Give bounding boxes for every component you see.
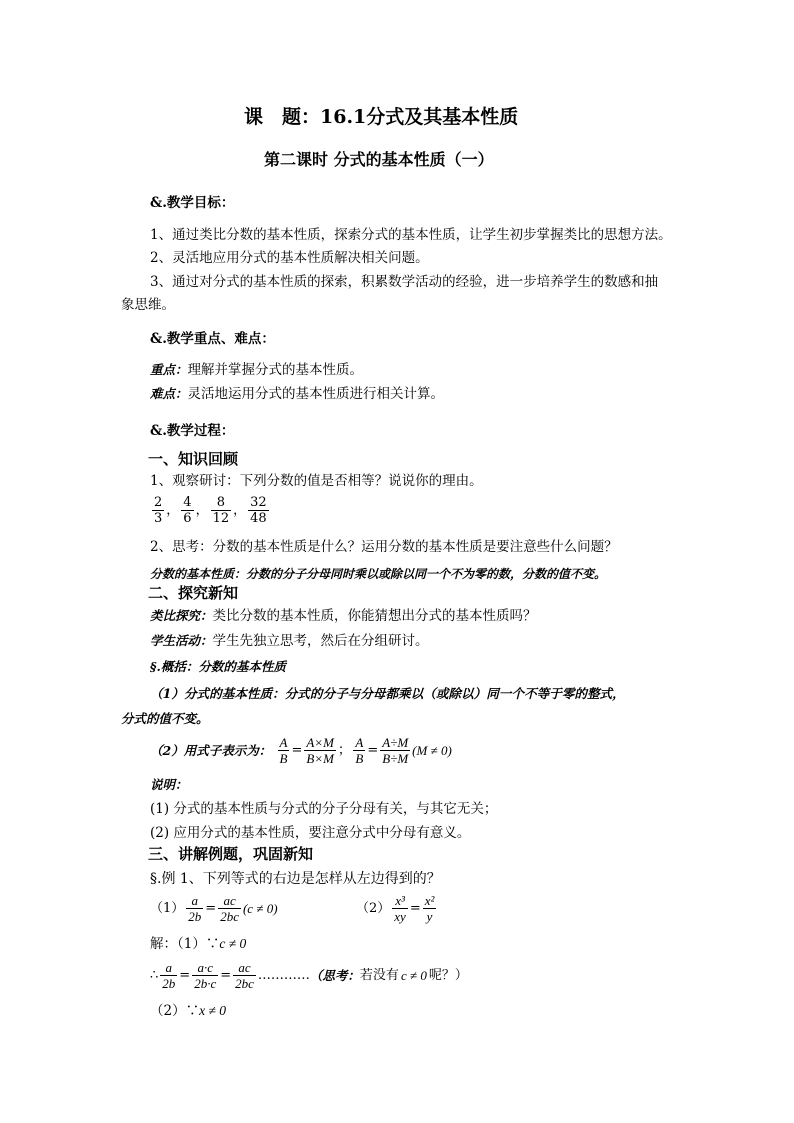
- equals-sign: =: [179, 968, 191, 983]
- difficulty-line: [150, 385, 444, 403]
- think-label: （思考：: [309, 968, 360, 983]
- focus-line: [150, 361, 363, 379]
- item-label: （1）: [150, 901, 185, 916]
- activity-label: 学生活动：: [150, 633, 213, 648]
- goal-item: 2、灵活地应用分式的基本性质解决相关问题。: [150, 250, 429, 266]
- fraction: $\frac{4}{6}$: [183, 495, 192, 526]
- equals-sign: =: [291, 743, 303, 758]
- page-title: 课 题：16.1分式及其基本性质: [244, 106, 519, 128]
- keypoints-heading: &.教学重点、难点：: [150, 331, 275, 347]
- fraction: $\frac{ac}{2bc}$: [235, 960, 254, 991]
- part1-heading: 一、知识回顾: [148, 450, 239, 468]
- goals-heading: &.教学目标：: [150, 195, 235, 211]
- analogy-text: 类比分数的基本性质，你能猜想出分式的基本性质吗？: [212, 608, 537, 624]
- part1-question1: 1、观察研讨：下列分数的值是否相等？说说你的理由。: [150, 473, 483, 489]
- formula-label: （2）用式子表示为：: [150, 743, 272, 758]
- page-subtitle: 第二课时 分式的基本性质（一）: [264, 150, 494, 169]
- activity-text: 学生先独立思考，然后在分组研讨。: [212, 633, 429, 649]
- think-text: 若没有: [359, 968, 399, 983]
- part1-question2: 2、思考：分数的基本性质是什么？运用分数的基本性质是要注意些什么问题？: [150, 539, 618, 555]
- fraction-list: [150, 495, 271, 526]
- formula-fraction: $\frac{A}{B}$: [279, 735, 288, 766]
- solution-label: 解：（1）∵: [150, 936, 220, 952]
- part2-heading: 二、探究新知: [148, 584, 239, 602]
- formula-line: [150, 735, 452, 766]
- analogy-label: 类比探究：: [150, 608, 213, 623]
- focus-label: 重点：: [150, 362, 188, 377]
- solution2-condition: x ≠ 0: [199, 1003, 226, 1018]
- separator: ，: [195, 503, 209, 518]
- fraction: $\frac{\text{x²}}{y}$: [424, 893, 435, 924]
- fraction: $\frac{\text{x³}}{xy}$: [394, 893, 406, 924]
- difficulty-text: 灵活地运用分式的基本性质进行相关计算。: [187, 386, 445, 402]
- fraction: $\frac{a}{2b}$: [188, 893, 202, 924]
- solution-step: [150, 960, 468, 991]
- formula-fraction: $\frac{A\div M}{B\div M}$: [382, 735, 409, 766]
- equals-sign: =: [220, 968, 232, 983]
- summary-heading: §.概括：分数的基本性质: [150, 659, 286, 674]
- fraction: $\frac{32}{48}$: [250, 495, 267, 526]
- dots: …………: [257, 968, 310, 983]
- goal-item: 象思维。: [121, 297, 175, 313]
- fraction: $\frac{2}{3}$: [154, 495, 163, 526]
- solution-condition: c ≠ 0: [219, 936, 247, 951]
- equals-sign: =: [367, 743, 379, 758]
- fraction: $\frac{ac}{2bc}$: [220, 893, 239, 924]
- fraction: $\frac{8}{12}$: [212, 495, 230, 526]
- focus-text: 理解并掌握分式的基本性质。: [187, 362, 364, 378]
- analogy-line: [150, 607, 537, 625]
- formula-fraction: $\frac{A}{B}$: [355, 735, 364, 766]
- solution2-label: （2）∵: [150, 1003, 200, 1019]
- example1-heading: §.例 1、下列等式的右边是怎样从左边得到的？: [150, 871, 441, 887]
- item-label: （2）: [356, 901, 391, 916]
- therefore-sign: ∴: [150, 968, 159, 983]
- note-label: 说明：: [150, 777, 188, 792]
- separator: ，: [166, 503, 180, 518]
- process-heading: &.教学过程：: [150, 423, 235, 439]
- note-item: (2) 应用分式的基本性质，要注意分式中分母有意义。: [150, 825, 471, 841]
- property-line1: （1）分式的基本性质：分式的分子与分母都乘以（或除以）同一个不等于零的整式，: [150, 686, 625, 701]
- semicolon: ；: [337, 742, 352, 758]
- condition: (c ≠ 0): [242, 901, 278, 916]
- equals-sign: =: [205, 901, 217, 916]
- goal-item: 3、通过对分式的基本性质的探索，积累数学活动的经验，进一步培养学生的数感和抽: [150, 274, 659, 290]
- note-item: (1) 分式的基本性质与分式的分子分母有关，与其它无关；: [150, 801, 498, 817]
- solution-line2: [150, 1002, 226, 1020]
- formula-fraction: $\frac{A\times M}{B\times M}$: [306, 735, 334, 766]
- activity-line: [150, 632, 429, 650]
- example1-item1: [150, 893, 278, 924]
- property-line2: 分式的值不变。: [121, 711, 209, 726]
- equals-sign: =: [409, 901, 421, 916]
- goal-item: 1、通过类比分数的基本性质，探索分式的基本性质，让学生初步掌握类比的思想方法。: [150, 227, 672, 243]
- think-condition: c ≠ 0: [400, 968, 427, 983]
- separator: ，: [233, 503, 247, 518]
- difficulty-label: 难点：: [150, 386, 188, 401]
- part3-heading: 三、讲解例题，巩固新知: [148, 845, 314, 863]
- fraction-property: 分数的基本性质：分数的分子分母同时乘以或除以同一个不为零的数，分数的值不变。: [150, 567, 607, 581]
- solution-line1: [150, 935, 246, 953]
- fraction: $\frac{a}{2b}$: [162, 960, 176, 991]
- formula-condition: (M ≠ 0): [412, 743, 452, 758]
- fraction: $\frac{a\cdot c}{2b\cdot c}$: [194, 960, 217, 991]
- think-end: 呢？）: [428, 968, 468, 983]
- example1-item2: [356, 893, 438, 924]
